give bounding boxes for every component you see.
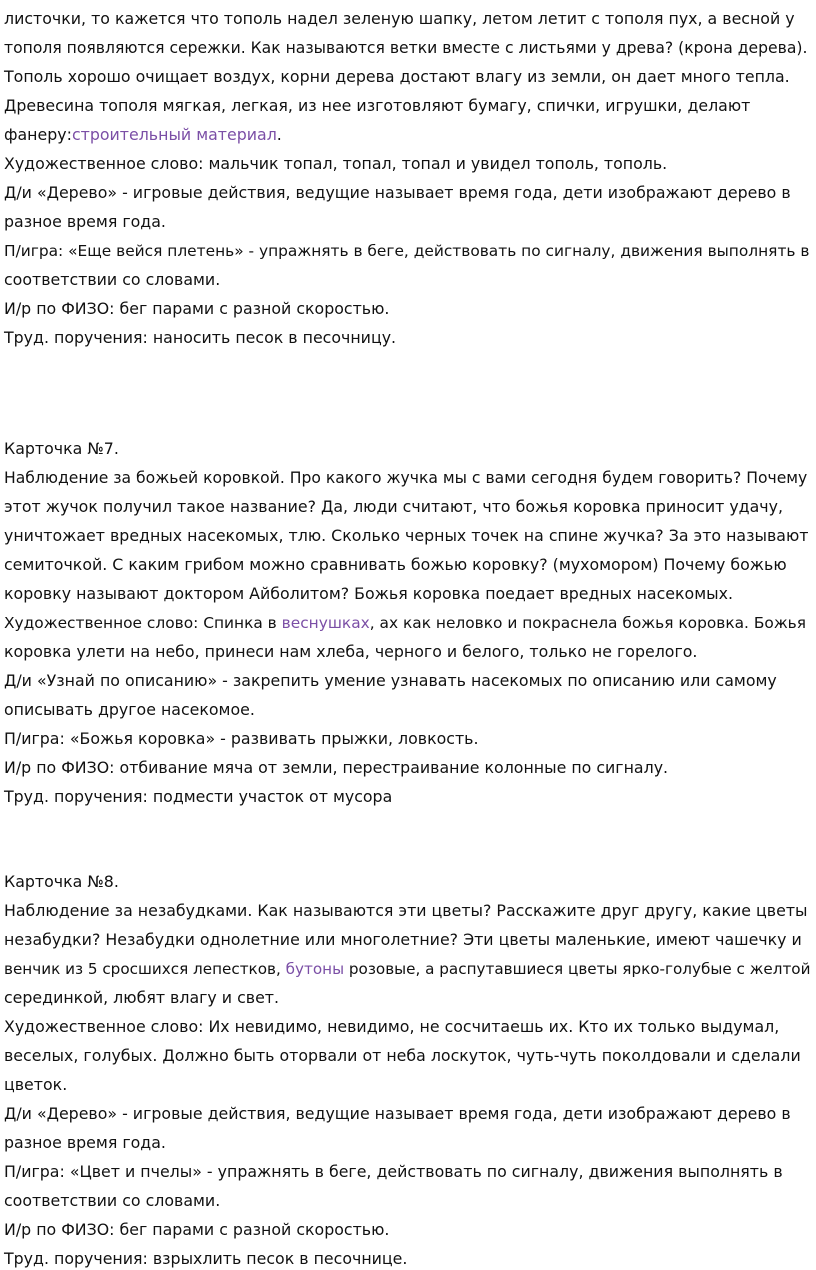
text-line bbox=[4, 438, 119, 460]
text-line bbox=[4, 612, 806, 634]
text-segment: Тополь хорошо очищает воздух, корни дерева достают влагу из земли, он дает много тепла. bbox=[4, 67, 790, 86]
text-line bbox=[4, 1132, 166, 1154]
text-line bbox=[4, 496, 783, 518]
text-line bbox=[4, 1045, 801, 1067]
text-segment: тополя появляются сережки. Как называются ветки вместе с листьями у древа? (крона дерева). bbox=[4, 39, 808, 57]
text-line bbox=[4, 728, 479, 750]
text-segment: П/игра: «Божья коровка» - развивать прыжки, ловкость. bbox=[4, 729, 479, 748]
text-line bbox=[4, 987, 279, 1009]
text-segment: Художественное слово: Спинка в bbox=[4, 614, 282, 632]
text-line bbox=[4, 900, 808, 922]
text-segment: Художественное слово: мальчик топал, топал, топал и увидел тополь, тополь. bbox=[4, 154, 668, 173]
text-segment: семиточкой. С каким грибом можно сравнивать божью коровку? (мухомором) Почему божью bbox=[4, 555, 787, 574]
text-line bbox=[4, 1248, 407, 1270]
text-segment: цветок. bbox=[4, 1075, 68, 1094]
text-segment: венчик из 5 сросшихся лепестков, bbox=[4, 960, 286, 978]
text-line bbox=[4, 211, 166, 233]
text-line bbox=[4, 958, 810, 980]
text-segment: Д/и «Дерево» - игровые действия, ведущие называет время года, дети изображают дерево в bbox=[4, 1104, 791, 1123]
text-line bbox=[4, 327, 396, 349]
text-line bbox=[4, 298, 389, 320]
text-segment: описывать другое насекомое. bbox=[4, 700, 255, 719]
text-segment: И/р по ФИЗО: отбивание мяча от земли, перестраивание колонные по сигналу. bbox=[4, 758, 669, 777]
text-line bbox=[4, 1219, 389, 1241]
text-line bbox=[4, 269, 220, 291]
hyperlink[interactable]: веснушках bbox=[281, 614, 370, 632]
text-segment: Карточка №7. bbox=[4, 439, 119, 458]
text-line bbox=[4, 525, 808, 547]
text-segment: соответствии со словами. bbox=[4, 270, 221, 289]
text-segment: П/игра: «Цвет и пчелы» - упражнять в беге, действовать по сигналу, движения выполнять в bbox=[4, 1162, 783, 1181]
text-segment: Художественное слово: Их невидимо, невидимо, не сосчитаешь их. Кто их только выдумал, bbox=[4, 1017, 780, 1036]
text-segment: Наблюдение за незабудками. Как называются эти цветы? Расскажите друг другу, какие цветы bbox=[4, 901, 808, 920]
text-line bbox=[4, 124, 282, 146]
text-line bbox=[4, 66, 790, 88]
text-line bbox=[4, 37, 807, 59]
text-line bbox=[4, 240, 809, 262]
text-segment: незабудки? Незабудки однолетние или многолетние? Эти цветы маленькие, имеют чашечку и bbox=[4, 930, 802, 949]
hyperlink[interactable]: строительный материал bbox=[71, 125, 277, 144]
text-segment: разное время года. bbox=[4, 1133, 166, 1152]
text-line bbox=[4, 699, 255, 721]
text-line bbox=[4, 467, 807, 489]
text-segment: Наблюдение за божьей коровкой. Про какого жучка мы с вами сегодня будем говорить? Почему bbox=[4, 469, 808, 487]
text-line bbox=[4, 1161, 783, 1183]
text-line bbox=[4, 554, 787, 576]
text-line bbox=[4, 182, 791, 204]
text-segment: Труд. поручения: подмести участок от мусора bbox=[4, 787, 393, 806]
text-segment: И/р по ФИЗО: бег парами с разной скоростью. bbox=[4, 1220, 390, 1239]
text-segment: Д/и «Узнай по описанию» - закрепить умение узнавать насекомых по описанию или самому bbox=[4, 671, 777, 690]
text-segment: Д/и «Дерево» - игровые действия, ведущие называет время года, дети изображают дерево в bbox=[4, 183, 791, 202]
text-line bbox=[4, 1190, 220, 1212]
text-line bbox=[4, 1016, 779, 1038]
text-line bbox=[4, 786, 392, 808]
text-segment: коровку называют доктором Айболитом? Божья коровка поедает вредных насекомых. bbox=[4, 584, 733, 603]
text-segment: соответствии со словами. bbox=[4, 1191, 221, 1210]
text-line bbox=[4, 641, 697, 663]
text-line bbox=[4, 95, 750, 117]
text-segment: Труд. поручения: взрыхлить песок в песочнице. bbox=[4, 1249, 408, 1268]
text-line bbox=[4, 871, 119, 893]
text-segment: И/р по ФИЗО: бег парами с разной скоростью. bbox=[4, 299, 390, 318]
text-line bbox=[4, 757, 668, 779]
text-segment: серединкой, любят влагу и свет. bbox=[4, 988, 280, 1007]
text-segment: Древесина тополя мягкая, легкая, из нее изготовляют бумагу, спички, игрушки, делают bbox=[4, 96, 751, 115]
text-line bbox=[4, 1103, 791, 1125]
text-line bbox=[4, 1074, 67, 1096]
text-segment: . bbox=[276, 125, 282, 144]
text-segment: розовые, а распутавшиеся цветы ярко-голубые с желтой bbox=[344, 960, 811, 978]
hyperlink[interactable]: бутоны bbox=[285, 960, 345, 978]
text-segment: уничтожает вредных насекомых, тлю. Сколько черных точек на спине жучка? За это называют bbox=[4, 526, 809, 545]
text-line bbox=[4, 8, 795, 30]
text-line bbox=[4, 929, 802, 951]
text-segment: разное время года. bbox=[4, 212, 166, 231]
text-line bbox=[4, 583, 733, 605]
text-segment: коровка улети на небо, принеси нам хлеба, черного и белого, только не горелого. bbox=[4, 642, 698, 661]
text-line bbox=[4, 670, 777, 692]
text-line bbox=[4, 153, 667, 175]
text-segment: фанеру: bbox=[4, 125, 72, 144]
text-segment: листочки, то кажется что тополь надел зеленую шапку, летом летит с тополя пух, а весной у bbox=[4, 9, 795, 28]
text-segment: веселых, голубых. Должно быть оторвали от неба лоскуток, чуть-чуть поколдовали и сделали bbox=[4, 1046, 801, 1065]
text-segment: Карточка №8. bbox=[4, 872, 119, 891]
text-segment: этот жучок получил такое название? Да, люди считают, что божья коровка приносит удачу, bbox=[4, 497, 783, 516]
text-segment: , ах как неловко и покраснела божья коровка. Божья bbox=[369, 614, 807, 632]
text-segment: П/игра: «Еще вейся плетень» - упражнять в беге, действовать по сигналу, движения выполнять в bbox=[4, 242, 810, 260]
text-segment: Труд. поручения: наносить песок в песочницу. bbox=[4, 328, 397, 347]
